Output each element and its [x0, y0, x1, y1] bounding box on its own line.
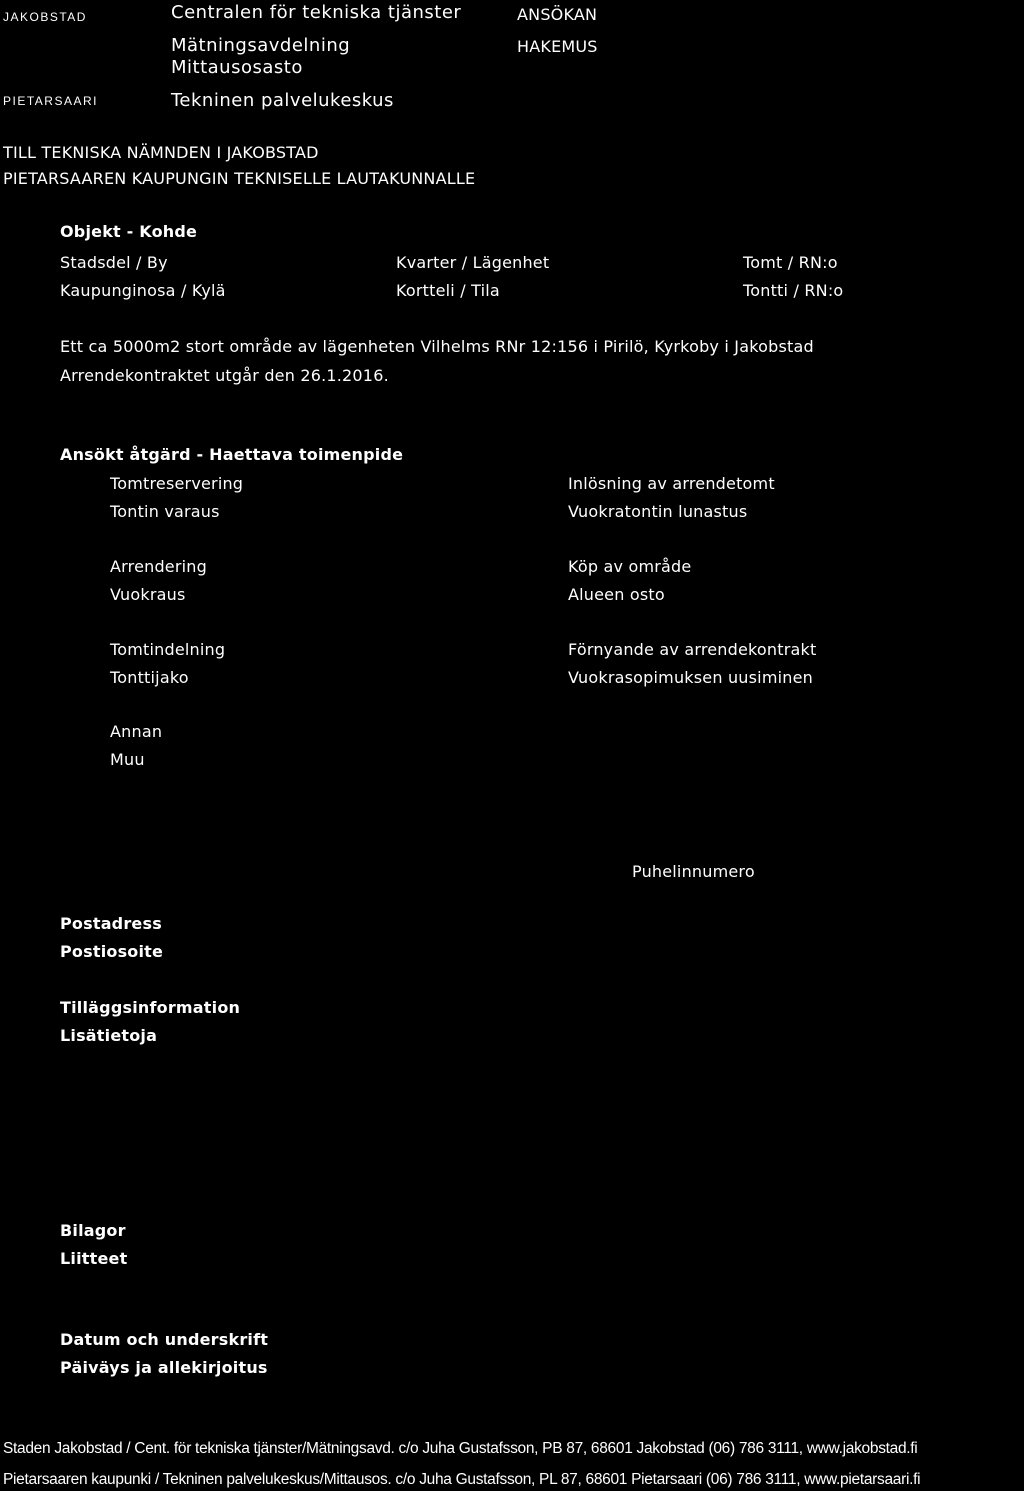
district-label-fi: Kaupunginosa / Kylä	[60, 281, 226, 300]
footer-sv: Staden Jakobstad / Cent. för tekniska tjänster/Mätningsavd. c/o Juha Gustafsson, PB 87, 68601 Jakobstad (06) 786 3111, www.jakobstad.fi	[3, 1440, 918, 1457]
department-sv: Centralen för tekniska tjänster	[171, 2, 462, 23]
document-type-sv: ANSÖKAN	[517, 5, 598, 24]
addressee-fi: PIETARSAAREN KAUPUNGIN TEKNISELLE LAUTAKUNNALLE	[3, 169, 476, 188]
option-plot-division-fi: Tonttijako	[110, 668, 189, 687]
postal-address-label-sv: Postadress	[60, 914, 162, 933]
option-lease-fi: Vuokraus	[110, 585, 186, 604]
option-purchase-sv: Köp av område	[568, 557, 692, 576]
city-name-sv: JAKOBSTAD	[3, 10, 87, 24]
object-heading: Objekt - Kohde	[60, 222, 198, 241]
block-label-fi: Kortteli / Tila	[396, 281, 500, 300]
option-lease-renewal-fi: Vuokrasopimuksen uusiminen	[568, 668, 813, 687]
plot-label-sv: Tomt / RN:o	[743, 253, 838, 272]
plot-label-fi: Tontti / RN:o	[743, 281, 844, 300]
additional-info-label-fi: Lisätietoja	[60, 1026, 158, 1045]
unit-fi: Mittausosasto	[171, 57, 303, 78]
option-lease-sv: Arrendering	[110, 557, 207, 576]
district-label-sv: Stadsdel / By	[60, 253, 168, 272]
block-label-sv: Kvarter / Lägenhet	[396, 253, 550, 272]
option-plot-reservation-sv: Tomtreservering	[110, 474, 244, 493]
option-plot-reservation-fi: Tontin varaus	[110, 502, 220, 521]
attachments-label-sv: Bilagor	[60, 1221, 126, 1240]
option-plot-division-sv: Tomtindelning	[110, 640, 226, 659]
option-other-fi: Muu	[110, 750, 145, 769]
object-description-line1: Ett ca 5000m2 stort område av lägenheten Vilhelms RNr 12:156 i Pirilö, Kyrkoby i Jakobstad	[60, 337, 814, 356]
additional-info-label-sv: Tilläggsinformation	[60, 998, 241, 1017]
footer-fi: Pietarsaaren kaupunki / Tekninen palvelukeskus/Mittausos. c/o Juha Gustafsson, PL 87, 68601 Pietarsaari (06) 786 3111, www.pietarsaari.fi	[3, 1471, 921, 1488]
option-redemption-fi: Vuokratontin lunastus	[568, 502, 748, 521]
unit-sv: Mätningsavdelning	[171, 35, 351, 56]
object-description-line2: Arrendekontraktet utgår den 26.1.2016.	[60, 366, 389, 385]
option-redemption-sv: Inlösning av arrendetomt	[568, 474, 775, 493]
addressee-sv: TILL TEKNISKA NÄMNDEN I JAKOBSTAD	[3, 143, 319, 162]
option-other-sv: Annan	[110, 722, 163, 741]
postal-address-label-fi: Postiosoite	[60, 942, 164, 961]
department-fi: Tekninen palvelukeskus	[171, 90, 394, 111]
option-lease-renewal-sv: Förnyande av arrendekontrakt	[568, 640, 817, 659]
signature-label-fi: Päiväys ja allekirjoitus	[60, 1358, 268, 1377]
action-heading: Ansökt åtgärd - Haettava toimenpide	[60, 445, 404, 464]
document-type-fi: HAKEMUS	[517, 37, 598, 56]
signature-label-sv: Datum och underskrift	[60, 1330, 269, 1349]
phone-label: Puhelinnumero	[632, 862, 755, 881]
attachments-label-fi: Liitteet	[60, 1249, 128, 1268]
city-name-fi: PIETARSAARI	[3, 94, 98, 108]
option-purchase-fi: Alueen osto	[568, 585, 665, 604]
